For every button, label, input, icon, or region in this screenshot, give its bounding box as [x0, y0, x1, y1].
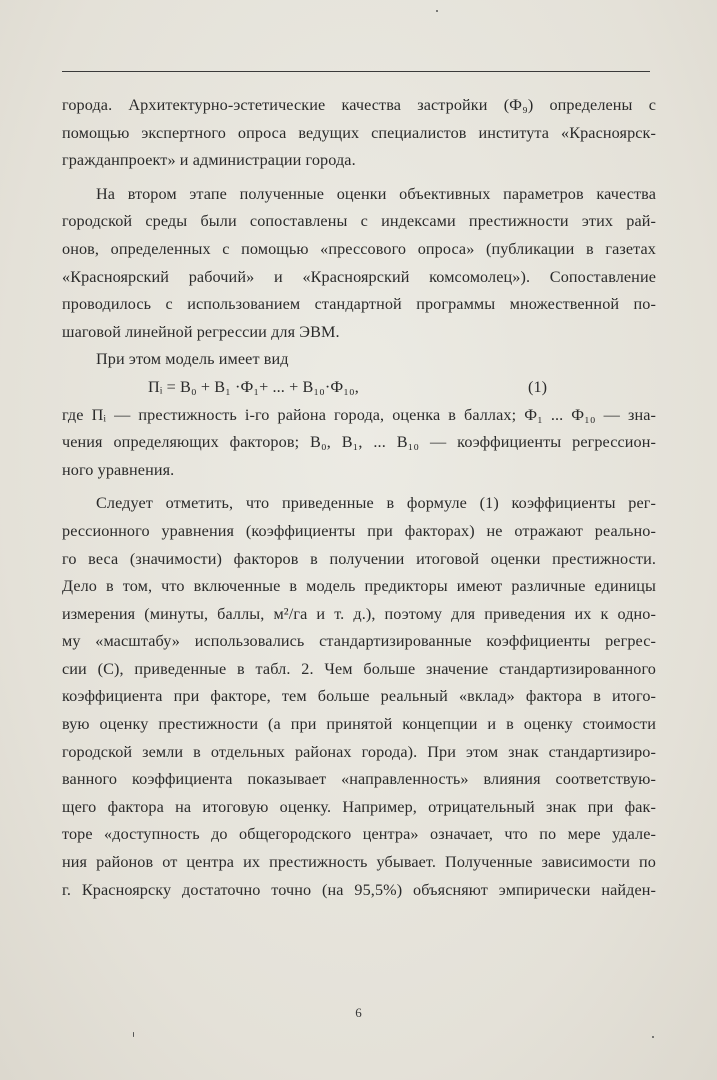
text-line: где Пᵢ — престижность i-го района города, оценка в баллах; Ф₁ ... Ф₁₀ — зна-: [62, 405, 656, 424]
text-line: При этом модель имеет вид: [96, 350, 289, 369]
scan-speck: [652, 1036, 654, 1038]
text-line: г. Красноярску достаточно точно (на 95,5%) объясняют эмпирически найден-: [62, 880, 656, 899]
page-number: 6: [355, 1005, 362, 1020]
text-line: На втором этапе полученные оценки объективных параметров качества: [96, 184, 656, 203]
text-line: ного уравнения.: [62, 460, 175, 479]
scan-speck: [133, 1032, 134, 1037]
formula-line: [62, 374, 656, 402]
text-line: проводилось с использованием стандартной программы множественной по-: [62, 295, 656, 314]
scan-speck: [436, 10, 438, 12]
text-line: «Красноярский рабочий» и «Красноярский комсомолец»). Сопоставление: [62, 267, 656, 286]
text-line: Дело в том, что включенные в модель предикторы имеют различные единицы: [62, 577, 656, 596]
formula-expression: Пᵢ = В₀ + В₁ ·Ф₁+ ... + В₁₀·Ф₁₀,: [148, 377, 359, 396]
text-line: чения определяющих факторов; В₀, В₁, ... В₁₀ — коэффициенты регрессион-: [62, 433, 656, 452]
formula-number: (1): [528, 377, 548, 396]
text-line: городской земли в отдельных районах города). При этом знак стандартизиро-: [62, 742, 656, 761]
text-line: онов, определенных с помощью «прессового опроса» (публикации в газетах: [62, 239, 656, 258]
text-line: города. Архитектурно-эстетические качества застройки (Ф₉) определены с: [62, 96, 656, 114]
text-line: торе «доступность до общегородского центра» означает, что по мере удале-: [62, 825, 656, 844]
text-line: щего фактора на итоговую оценку. Например, отрицательный знак при фак-: [62, 797, 656, 816]
text-line: Следует отметить, что приведенные в формуле (1) коэффициенты рег-: [96, 494, 656, 513]
text-line: городской среды были сопоставлены с индексами престижности этих рай-: [62, 212, 656, 231]
text-line: му «масштабу» использовались стандартизированные коэффициенты регрес-: [62, 632, 656, 651]
text-line: помощью экспертного опроса ведущих специалистов института «Красноярск-: [62, 123, 656, 142]
body-text: [62, 92, 656, 904]
text-line: ния районов от центра их престижность убывает. Полученные зависимости по: [62, 853, 656, 872]
text-line: коэффициента при факторе, тем больше реальный «вклад» фактора в итого-: [62, 687, 656, 706]
text-line: шаговой линейной регрессии для ЭВМ.: [62, 322, 340, 341]
header-rule: [62, 71, 650, 72]
text-line: го веса (значимости) факторов в получении итоговой оценки престижности.: [62, 549, 656, 568]
text-line: измерения (минуты, баллы, м²/га и т. д.), поэтому для приведения их к одно-: [62, 604, 656, 623]
text-line: вую оценку престижности (а при принятой концепции и в оценку стоимости: [62, 715, 656, 734]
text-line: сии (С), приведенные в табл. 2. Чем больше значение стандартизированного: [62, 659, 656, 678]
text-line: ванного коэффициента показывает «направленность» влияния соответствую-: [62, 770, 656, 789]
text-line: гражданпроект» и администрации города.: [62, 151, 356, 170]
text-line: рессионного уравнения (коэффициенты при факторах) не отражают реально-: [62, 521, 656, 540]
